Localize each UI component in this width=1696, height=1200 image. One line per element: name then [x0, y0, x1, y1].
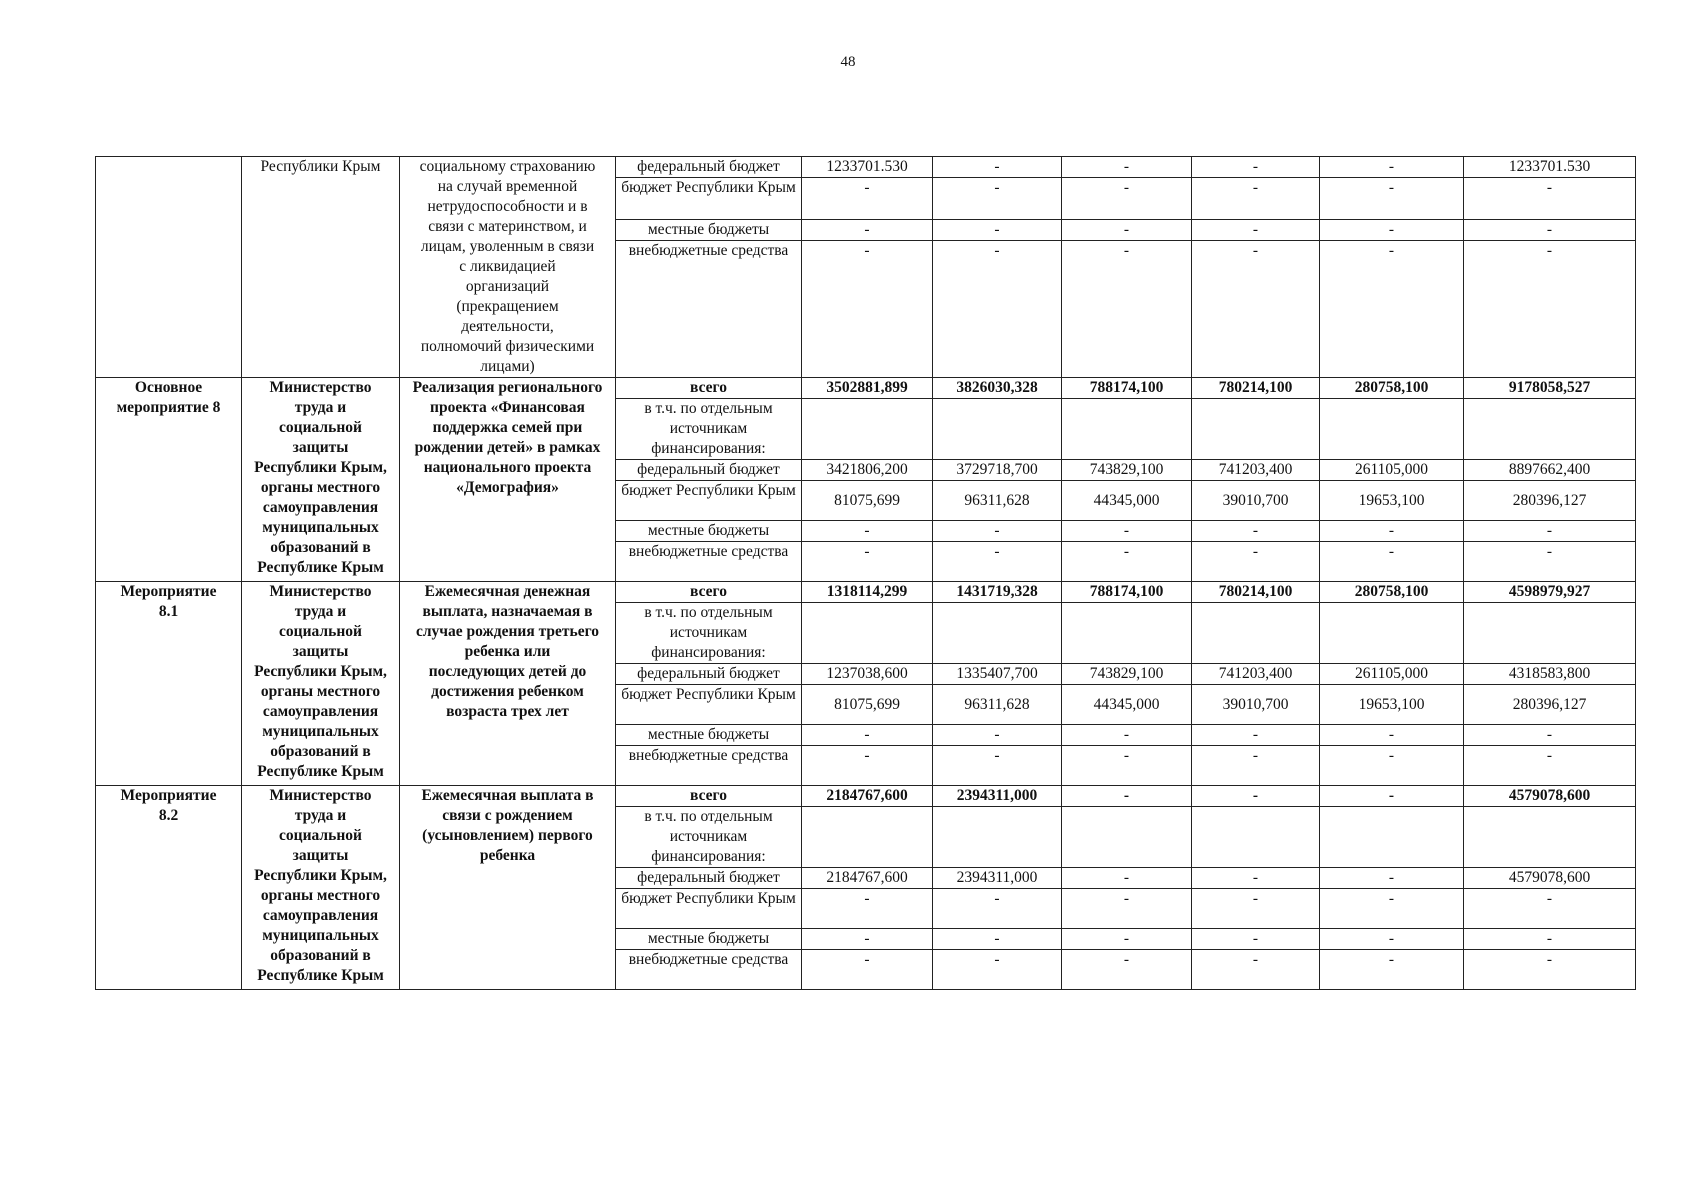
cell-line: труда и — [294, 603, 347, 620]
year-value-cell: 81075,699 — [802, 481, 933, 521]
table-row — [96, 786, 1636, 807]
cell-line: Ежемесячная выплата в — [421, 787, 594, 804]
cell-line: Республики Крым, — [254, 459, 387, 476]
cell-line: защиты — [292, 439, 349, 456]
cell-line: Министерство — [269, 787, 372, 804]
total-value-cell: - — [1464, 725, 1636, 746]
cell-line: образований в — [270, 743, 371, 760]
cell-line: Республике Крым — [257, 559, 384, 576]
funding-source-cell: в т.ч. по отдельным источникам финансирования: — [616, 807, 802, 868]
page-number: 48 — [840, 54, 856, 70]
cell-line: Ежемесячная денежная — [424, 583, 591, 600]
year-value-cell: - — [1320, 220, 1464, 241]
year-value-cell: - — [802, 178, 933, 220]
year-value-cell: 743829,100 — [1062, 460, 1192, 481]
year-value-cell: - — [1062, 542, 1192, 582]
total-value-cell: - — [1464, 521, 1636, 542]
funding-source-cell: внебюджетные средства — [616, 950, 802, 990]
year-value-cell: - — [1062, 889, 1192, 929]
funding-source-cell: внебюджетные средства — [616, 746, 802, 786]
year-value-cell: 741203,400 — [1192, 664, 1320, 685]
year-value-cell: - — [802, 241, 933, 378]
year-value-cell: - — [1320, 521, 1464, 542]
total-value-cell: - — [1464, 220, 1636, 241]
cell-line: муниципальных — [262, 927, 379, 944]
year-value-cell: - — [1192, 950, 1320, 990]
year-value-cell: - — [802, 746, 933, 786]
funding-source-cell: всего — [616, 378, 802, 399]
year-value-cell: - — [1192, 157, 1320, 178]
funding-source-cell: всего — [616, 786, 802, 807]
year-value-cell: - — [1192, 868, 1320, 889]
cell-line: органы местного — [260, 479, 381, 496]
year-value-cell: - — [802, 950, 933, 990]
cell-line: на случай временной — [437, 178, 578, 195]
table-row — [96, 582, 1636, 603]
year-value-cell: 19653,100 — [1320, 481, 1464, 521]
cell-line: организаций — [465, 278, 550, 295]
year-value-cell: - — [802, 889, 933, 929]
year-value-cell: - — [1192, 241, 1320, 378]
measure-code-cell — [96, 582, 242, 786]
year-value-cell: 788174,100 — [1062, 378, 1192, 399]
year-value-cell: - — [1192, 786, 1320, 807]
cell-line: Республике Крым — [257, 967, 384, 984]
funding-source-cell: местные бюджеты — [616, 220, 802, 241]
executor-cell — [242, 157, 400, 378]
year-value-cell: - — [933, 157, 1062, 178]
year-value-cell: - — [1192, 178, 1320, 220]
funding-source-cell: бюджет Республики Крым — [616, 481, 802, 521]
cell-line: нетрудоспособности и в — [427, 198, 588, 215]
measure-code-cell — [96, 786, 242, 990]
cell-line: органы местного — [260, 683, 381, 700]
cell-line: Мероприятие — [120, 787, 217, 804]
total-value-cell — [1464, 807, 1636, 868]
total-value-cell: 4579078,600 — [1464, 868, 1636, 889]
executor-cell — [242, 582, 400, 786]
funding-source-cell: бюджет Республики Крым — [616, 685, 802, 725]
cell-line: Основное — [134, 379, 203, 396]
year-value-cell: - — [1192, 521, 1320, 542]
cell-line: самоуправления — [262, 499, 379, 516]
year-value-cell: - — [1320, 746, 1464, 786]
cell-line: Министерство — [269, 379, 372, 396]
year-value-cell: 2184767,600 — [802, 786, 933, 807]
total-value-cell: - — [1464, 929, 1636, 950]
year-value-cell: 3502881,899 — [802, 378, 933, 399]
cell-line: ребенка или — [464, 643, 551, 660]
year-value-cell: - — [1062, 220, 1192, 241]
measure-code-cell — [96, 157, 242, 378]
year-value-cell: 3729718,700 — [933, 460, 1062, 481]
funding-source-cell: местные бюджеты — [616, 521, 802, 542]
cell-line: (усыновлением) первого — [422, 827, 593, 844]
year-value-cell: 2394311,000 — [933, 786, 1062, 807]
cell-line: национального проекта — [423, 459, 592, 476]
year-value-cell: - — [1320, 868, 1464, 889]
year-value-cell — [1320, 399, 1464, 460]
cell-line: Республики Крым — [260, 158, 381, 175]
cell-line: рождении детей» в рамках — [414, 439, 601, 456]
year-value-cell: - — [1062, 157, 1192, 178]
year-value-cell: 1335407,700 — [933, 664, 1062, 685]
year-value-cell: - — [1320, 725, 1464, 746]
year-value-cell: 39010,700 — [1192, 481, 1320, 521]
cell-line: последующих детей до — [428, 663, 587, 680]
cell-line: ребенка — [479, 847, 536, 864]
measure-name-cell — [400, 157, 616, 378]
cell-line: Республики Крым, — [254, 663, 387, 680]
year-value-cell: - — [933, 178, 1062, 220]
year-value-cell: 2394311,000 — [933, 868, 1062, 889]
cell-line: муниципальных — [262, 519, 379, 536]
year-value-cell: - — [933, 746, 1062, 786]
year-value-cell: - — [1192, 725, 1320, 746]
total-value-cell: 8897662,400 — [1464, 460, 1636, 481]
cell-line: поддержка семей при — [432, 419, 583, 436]
year-value-cell: 96311,628 — [933, 481, 1062, 521]
year-value-cell — [1192, 807, 1320, 868]
year-value-cell: 44345,000 — [1062, 481, 1192, 521]
cell-line: выплата, назначаемая в — [422, 603, 593, 620]
year-value-cell: 261105,000 — [1320, 664, 1464, 685]
cell-line: (прекращением — [456, 298, 559, 315]
year-value-cell — [933, 807, 1062, 868]
year-value-cell: - — [1192, 889, 1320, 929]
cell-line: возраста трех лет — [446, 703, 569, 720]
year-value-cell: 39010,700 — [1192, 685, 1320, 725]
year-value-cell: - — [802, 725, 933, 746]
year-value-cell: - — [1320, 178, 1464, 220]
cell-line: с ликвидацией — [459, 258, 556, 275]
cell-line: Министерство — [269, 583, 372, 600]
funding-source-cell: федеральный бюджет — [616, 460, 802, 481]
cell-line: связи с материнством, и — [428, 218, 587, 235]
cell-line: социальному страхованию — [419, 158, 596, 175]
cell-line: самоуправления — [262, 907, 379, 924]
year-value-cell: - — [1320, 929, 1464, 950]
cell-line: лицами) — [480, 358, 535, 375]
cell-line: проекта «Финансовая — [430, 399, 585, 416]
year-value-cell: - — [802, 929, 933, 950]
cell-line: защиты — [292, 643, 349, 660]
funding-source-cell: бюджет Республики Крым — [616, 178, 802, 220]
year-value-cell: - — [1062, 786, 1192, 807]
total-value-cell: - — [1464, 889, 1636, 929]
year-value-cell: - — [802, 542, 933, 582]
cell-line: Реализация регионального — [412, 379, 603, 396]
year-value-cell: 1233701.530 — [802, 157, 933, 178]
year-value-cell: - — [1320, 542, 1464, 582]
year-value-cell: - — [1062, 746, 1192, 786]
year-value-cell — [802, 807, 933, 868]
year-value-cell — [802, 603, 933, 664]
year-value-cell: - — [933, 241, 1062, 378]
year-value-cell: - — [933, 521, 1062, 542]
funding-source-cell: федеральный бюджет — [616, 157, 802, 178]
year-value-cell — [1062, 399, 1192, 460]
cell-line: случае рождения третьего — [415, 623, 600, 640]
year-value-cell: - — [933, 929, 1062, 950]
total-value-cell: 4318583,800 — [1464, 664, 1636, 685]
funding-source-cell: всего — [616, 582, 802, 603]
measure-code-cell — [96, 378, 242, 582]
year-value-cell: - — [1062, 521, 1192, 542]
year-value-cell: 788174,100 — [1062, 582, 1192, 603]
table-row — [96, 378, 1636, 399]
measure-name-cell — [400, 582, 616, 786]
year-value-cell: - — [1062, 868, 1192, 889]
year-value-cell — [933, 603, 1062, 664]
cell-line: органы местного — [260, 887, 381, 904]
total-value-cell: 280396,127 — [1464, 481, 1636, 521]
year-value-cell: 2184767,600 — [802, 868, 933, 889]
total-value-cell: 280396,127 — [1464, 685, 1636, 725]
year-value-cell: - — [933, 542, 1062, 582]
funding-source-cell: федеральный бюджет — [616, 664, 802, 685]
year-value-cell: - — [1062, 178, 1192, 220]
year-value-cell — [1320, 603, 1464, 664]
total-value-cell: - — [1464, 950, 1636, 990]
year-value-cell — [933, 399, 1062, 460]
budget-table — [95, 156, 1636, 990]
cell-line: Республики Крым, — [254, 867, 387, 884]
funding-source-cell: внебюджетные средства — [616, 542, 802, 582]
year-value-cell: 280758,100 — [1320, 582, 1464, 603]
cell-line: социальной — [279, 623, 362, 640]
year-value-cell: - — [802, 220, 933, 241]
cell-line: достижения ребенком — [431, 683, 584, 700]
year-value-cell: - — [1320, 889, 1464, 929]
year-value-cell: - — [1320, 157, 1464, 178]
year-value-cell: 44345,000 — [1062, 685, 1192, 725]
funding-source-cell: внебюджетные средства — [616, 241, 802, 378]
funding-source-cell: в т.ч. по отдельным источникам финансирования: — [616, 603, 802, 664]
year-value-cell: - — [1320, 786, 1464, 807]
total-value-cell: 9178058,527 — [1464, 378, 1636, 399]
cell-line: Мероприятие — [120, 583, 217, 600]
year-value-cell: 1431719,328 — [933, 582, 1062, 603]
year-value-cell: 1318114,299 — [802, 582, 933, 603]
year-value-cell: 1237038,600 — [802, 664, 933, 685]
year-value-cell — [1192, 603, 1320, 664]
cell-line: самоуправления — [262, 703, 379, 720]
year-value-cell: - — [1320, 241, 1464, 378]
cell-line: 8.2 — [158, 807, 179, 824]
year-value-cell — [1062, 807, 1192, 868]
total-value-cell: 4579078,600 — [1464, 786, 1636, 807]
year-value-cell: 3421806,200 — [802, 460, 933, 481]
funding-source-cell: федеральный бюджет — [616, 868, 802, 889]
year-value-cell: 741203,400 — [1192, 460, 1320, 481]
year-value-cell: 261105,000 — [1320, 460, 1464, 481]
funding-source-cell: бюджет Республики Крым — [616, 889, 802, 929]
measure-name-cell — [400, 378, 616, 582]
year-value-cell: - — [1062, 725, 1192, 746]
cell-line: лицам, уволенным в связи — [420, 238, 595, 255]
cell-line: защиты — [292, 847, 349, 864]
year-value-cell: 743829,100 — [1062, 664, 1192, 685]
year-value-cell: - — [1062, 950, 1192, 990]
year-value-cell: - — [933, 889, 1062, 929]
year-value-cell: - — [802, 521, 933, 542]
year-value-cell: - — [1320, 950, 1464, 990]
funding-source-cell: в т.ч. по отдельным источникам финансирования: — [616, 399, 802, 460]
year-value-cell: - — [1192, 929, 1320, 950]
cell-line: полномочий физическими — [420, 338, 595, 355]
year-value-cell: - — [933, 220, 1062, 241]
year-value-cell: - — [1192, 220, 1320, 241]
total-value-cell: - — [1464, 542, 1636, 582]
cell-line: образований в — [270, 947, 371, 964]
year-value-cell — [802, 399, 933, 460]
year-value-cell: 19653,100 — [1320, 685, 1464, 725]
year-value-cell: - — [1062, 929, 1192, 950]
cell-line: социальной — [279, 827, 362, 844]
year-value-cell: - — [933, 725, 1062, 746]
cell-line: связи с рождением — [442, 807, 573, 824]
funding-source-cell: местные бюджеты — [616, 725, 802, 746]
year-value-cell: - — [1192, 746, 1320, 786]
year-value-cell: 3826030,328 — [933, 378, 1062, 399]
cell-line: деятельности, — [461, 318, 554, 335]
year-value-cell: - — [1062, 241, 1192, 378]
cell-line: труда и — [294, 807, 347, 824]
year-value-cell: 780214,100 — [1192, 378, 1320, 399]
cell-line: Республике Крым — [257, 763, 384, 780]
year-value-cell: - — [933, 950, 1062, 990]
year-value-cell: 81075,699 — [802, 685, 933, 725]
year-value-cell: - — [1192, 542, 1320, 582]
total-value-cell: - — [1464, 241, 1636, 378]
table-row — [96, 157, 1636, 178]
year-value-cell — [1192, 399, 1320, 460]
year-value-cell: 96311,628 — [933, 685, 1062, 725]
executor-cell — [242, 786, 400, 990]
total-value-cell: 4598979,927 — [1464, 582, 1636, 603]
year-value-cell: 780214,100 — [1192, 582, 1320, 603]
total-value-cell: - — [1464, 178, 1636, 220]
total-value-cell: - — [1464, 746, 1636, 786]
year-value-cell: 280758,100 — [1320, 378, 1464, 399]
cell-line: «Демография» — [456, 479, 559, 496]
funding-source-cell: местные бюджеты — [616, 929, 802, 950]
year-value-cell — [1320, 807, 1464, 868]
total-value-cell: 1233701.530 — [1464, 157, 1636, 178]
cell-line: труда и — [294, 399, 347, 416]
total-value-cell — [1464, 603, 1636, 664]
executor-cell — [242, 378, 400, 582]
cell-line: образований в — [270, 539, 371, 556]
year-value-cell — [1062, 603, 1192, 664]
cell-line: муниципальных — [262, 723, 379, 740]
cell-line: социальной — [279, 419, 362, 436]
total-value-cell — [1464, 399, 1636, 460]
cell-line: 8.1 — [158, 603, 179, 620]
cell-line: мероприятие 8 — [116, 399, 221, 416]
measure-name-cell — [400, 786, 616, 990]
